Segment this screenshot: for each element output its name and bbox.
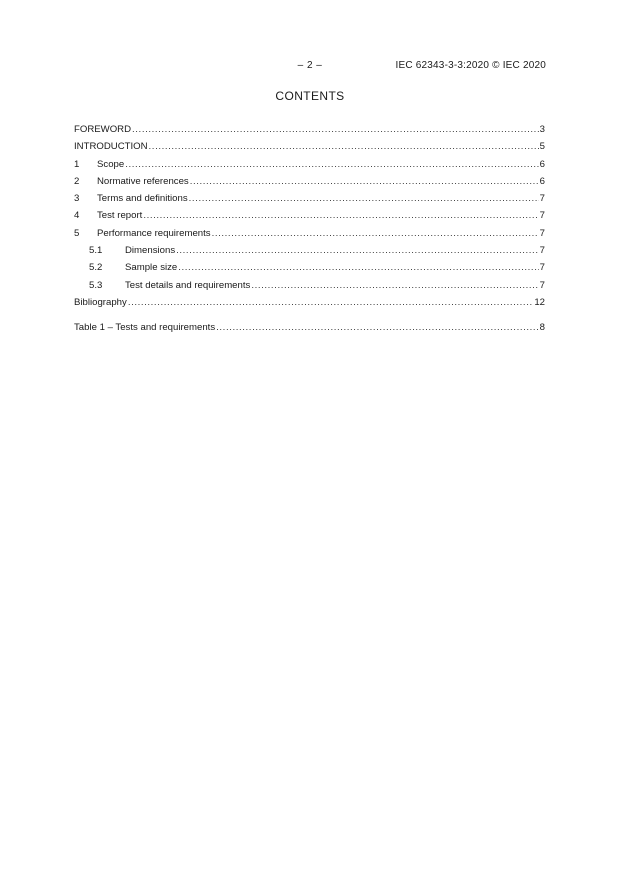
toc-dot-leader [216, 322, 539, 333]
toc-entry-number: 5.1 [89, 245, 103, 257]
toc-dot-leader [125, 159, 538, 170]
toc-entry-page: 6 [539, 158, 545, 170]
toc-entry-number: 5 [74, 227, 80, 239]
table-of-contents [74, 124, 545, 314]
toc-entry-text: Normative references [97, 175, 189, 187]
toc-entry-number: 5.2 [89, 262, 103, 274]
toc-dot-leader [176, 245, 539, 256]
toc-entry-number: 1 [74, 158, 80, 170]
toc-dot-leader [251, 280, 538, 291]
toc-entry-page: 3 [539, 124, 545, 135]
toc-entry-text: Sample size [125, 262, 178, 274]
toc-dot-leader [189, 193, 539, 204]
toc-dot-leader [178, 262, 538, 273]
toc-entry-text: Scope [97, 158, 125, 170]
toc-entry-page: 12 [534, 296, 545, 308]
toc-entry-introduction[interactable] [74, 141, 545, 158]
toc-entry-text: Bibliography [74, 296, 127, 308]
table-entry-text: Table 1 – Tests and requirements [74, 322, 216, 333]
toc-entry-text: INTRODUCTION [74, 141, 148, 153]
toc-entry-page: 6 [539, 175, 545, 187]
page-number: – 2 – [297, 60, 323, 71]
toc-dot-leader [190, 176, 539, 187]
table-entry-page: 8 [539, 322, 545, 333]
toc-entry-normative-references[interactable] [74, 176, 545, 193]
toc-entry-text: Terms and definitions [97, 193, 188, 205]
toc-dot-leader [128, 297, 534, 308]
toc-entry-number: 4 [74, 210, 80, 222]
toc-entry-page: 7 [539, 193, 545, 205]
toc-entry-page: 7 [539, 262, 545, 274]
toc-entry-page: 7 [539, 245, 545, 257]
toc-entry-dimensions[interactable] [74, 245, 545, 262]
toc-entry-bibliography[interactable] [74, 297, 545, 314]
toc-entry-foreword[interactable] [74, 124, 545, 141]
toc-entry-test-details-and-requirements[interactable] [74, 280, 545, 297]
toc-entry-performance-requirements[interactable] [74, 228, 545, 245]
toc-entry-text: Test report [97, 210, 143, 222]
toc-entry-terms-and-definitions[interactable] [74, 193, 545, 210]
toc-entry-number: 3 [74, 193, 80, 205]
toc-entry-number: 5.3 [89, 279, 103, 291]
toc-entry-number: 2 [74, 175, 80, 187]
document-reference: IEC 62343-3-3:2020 © IEC 2020 [395, 60, 546, 71]
table-entry-tests-and-requirements[interactable] [74, 322, 545, 339]
toc-entry-page: 7 [539, 279, 545, 291]
toc-entry-sample-size[interactable] [74, 262, 545, 279]
toc-entry-text: Dimensions [125, 245, 176, 257]
toc-entry-scope[interactable] [74, 159, 545, 176]
toc-entry-text: Test details and requirements [125, 279, 251, 291]
toc-dot-leader [212, 228, 539, 239]
toc-entry-page: 5 [539, 141, 545, 153]
toc-dot-leader [143, 210, 538, 221]
toc-dot-leader [132, 124, 539, 135]
list-of-tables [74, 322, 545, 339]
contents-title: CONTENTS [275, 89, 345, 103]
toc-entry-page: 7 [539, 227, 545, 239]
toc-entry-text: FOREWORD [74, 124, 132, 135]
toc-entry-text: Performance requirements [97, 227, 211, 239]
page-header [0, 60, 620, 74]
toc-dot-leader [149, 141, 539, 152]
toc-entry-page: 7 [539, 210, 545, 222]
toc-entry-test-report[interactable] [74, 210, 545, 227]
